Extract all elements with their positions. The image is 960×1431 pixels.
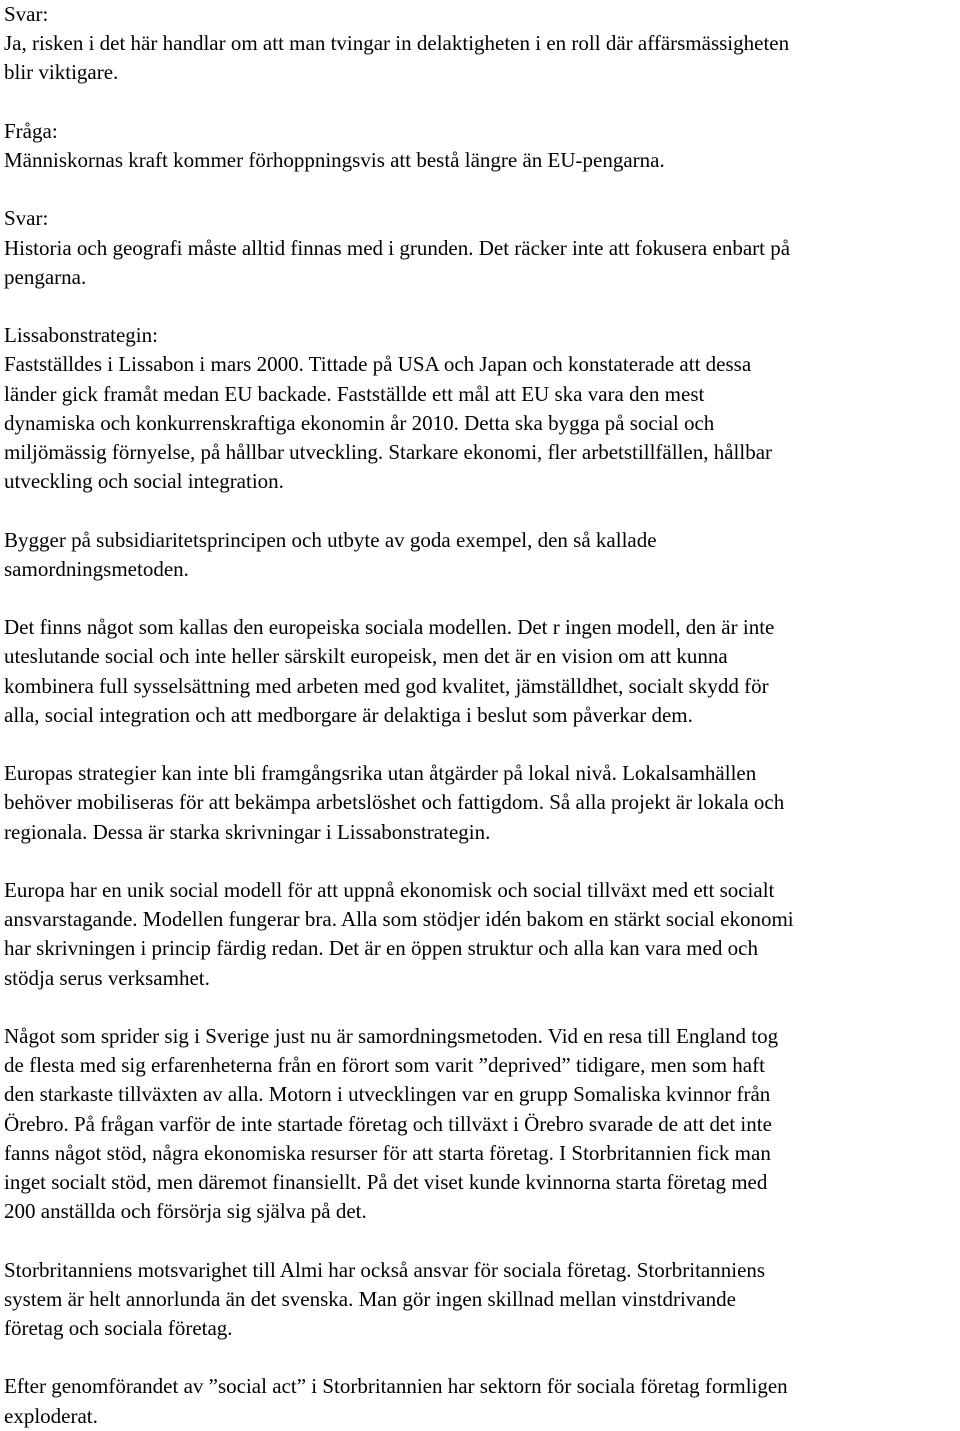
text-line: uteslutande social och inte heller särskilt europeisk, men det är en vision om att kunna [4, 644, 728, 669]
text-line: blir viktigare. [4, 60, 119, 85]
paragraph-gap [4, 1343, 956, 1372]
text-line: Storbritanniens motsvarighet till Almi har också ansvar för sociala företag. Storbritanniens [4, 1257, 766, 1282]
text-line: Ja, risken i det här handlar om att man tvingar in delaktigheten i en roll där affärsmässigheten [4, 31, 790, 56]
text-line: Europa har en unik social modell för att uppnå ekonomisk och social tillväxt med ett socialt [4, 877, 775, 902]
text-line: Svar: [4, 206, 49, 231]
text-line: Bygger på subsidiaritetsprincipen och utbyte av goda exempel, den så kallade [4, 527, 657, 552]
text-line: den starkaste tillväxten av alla. Motorn i utvecklingen var en grupp Somaliska kvinnor från [4, 1082, 771, 1107]
text-line: fanns något stöd, några ekonomiska resurser för att starta företag. I Storbritannien fick man [4, 1140, 771, 1165]
text-line: system är helt annorlunda än det svenska. Man gör ingen skillnad mellan vinstdrivande [4, 1286, 736, 1311]
text-line: Europas strategier kan inte bli framgångsrika utan åtgärder på lokal nivå. Lokalsamhällen [4, 761, 757, 786]
paragraph-gap [4, 847, 956, 876]
text-line: Efter genomförandet av ”social act” i Storbritannien har sektorn för sociala företag formligen [4, 1374, 788, 1399]
text-line: har skrivningen i princip färdig redan. Det är en öppen struktur och alla kan vara med och [4, 936, 758, 961]
text-line: exploderat. [4, 1403, 98, 1428]
text-line: miljömässig förnyelse, på hållbar utveckling. Starkare ekonomi, fler arbetstillfällen, hållbar [4, 440, 773, 464]
paragraph-svar-2 [4, 204, 956, 292]
text-line: företag och sociala företag. [4, 1316, 233, 1340]
paragraph-gap [4, 1226, 956, 1255]
paragraph-gap [4, 88, 956, 117]
document-page [4, 0, 956, 1431]
paragraph-fraga [4, 117, 956, 175]
paragraph-gap [4, 993, 956, 1022]
paragraph-subsidiaritet [4, 526, 956, 584]
paragraph-europas-strategier [4, 759, 956, 847]
text-line: Örebro. På frågan varför de inte startade företag och tillväxt i Örebro svarade de att det inte [4, 1111, 772, 1136]
text-line: regionala. Dessa är starka skrivningar i Lissabonstrategin. [4, 819, 491, 844]
text-line: Det finns något som kallas den europeiska sociala modellen. Det r ingen modell, den är inte [4, 615, 775, 640]
text-line: Fråga: [4, 118, 58, 143]
text-line: inget socialt stöd, men däremot finansiellt. På det viset kunde kvinnorna starta företag med [4, 1170, 768, 1194]
paragraph-social-act [4, 1372, 956, 1430]
text-line: ansvarstagande. Modellen fungerar bra. Alla som stödjer idén bakom en stärkt social ekonomi [4, 907, 794, 932]
text-line: Historia och geografi måste alltid finnas med i grunden. Det räcker inte att fokusera enbart på [4, 235, 791, 260]
paragraph-gap [4, 175, 956, 204]
text-line: 200 anställda och försörja sig själva på det. [4, 1199, 367, 1224]
text-line: Svar: [4, 2, 49, 26]
text-line: utveckling och social integration. [4, 469, 284, 494]
text-line: Något som sprider sig i Sverige just nu är samordningsmetoden. Vid en resa till England tog [4, 1023, 779, 1048]
text-line: de flesta med sig erfarenheterna från en förort som varit ”deprived” tidigare, men som haft [4, 1053, 765, 1078]
text-line: kombinera full sysselsättning med arbeten med god kvalitet, jämställdhet, socialt skydd för [4, 673, 769, 698]
paragraph-gap [4, 730, 956, 759]
text-line: alla, social integration och att medborgare är delaktiga i beslut som påverkar dem. [4, 702, 693, 727]
text-line: dynamiska och konkurrenskraftiga ekonomin år 2010. Detta ska bygga på social och [4, 410, 715, 435]
text-line: länder gick framåt medan EU backade. Fastställde ett mål att EU ska vara den mest [4, 381, 705, 406]
paragraph-almi [4, 1256, 956, 1344]
text-line: Lissabonstrategin: [4, 323, 158, 348]
text-line: stödja serus verksamhet. [4, 965, 210, 990]
paragraph-gap [4, 584, 956, 613]
paragraph-sociala-modellen [4, 613, 956, 730]
paragraph-samordningsmetoden [4, 1022, 956, 1226]
text-line: Människornas kraft kommer förhoppningsvis att bestå längre än EU-pengarna. [4, 148, 665, 172]
paragraph-lissabonstrategin [4, 321, 956, 496]
text-line: Fastställdes i Lissabon i mars 2000. Tittade på USA och Japan och konstaterade att dessa [4, 352, 752, 377]
text-line: pengarna. [4, 264, 87, 289]
paragraph-unik-modell [4, 876, 956, 993]
text-line: samordningsmetoden. [4, 556, 189, 581]
text-line: behöver mobiliseras för att bekämpa arbetslöshet och fattigdom. Så alla projekt är lokala och [4, 790, 785, 815]
paragraph-gap [4, 292, 956, 321]
paragraph-svar-1 [4, 0, 956, 88]
paragraph-gap [4, 496, 956, 525]
